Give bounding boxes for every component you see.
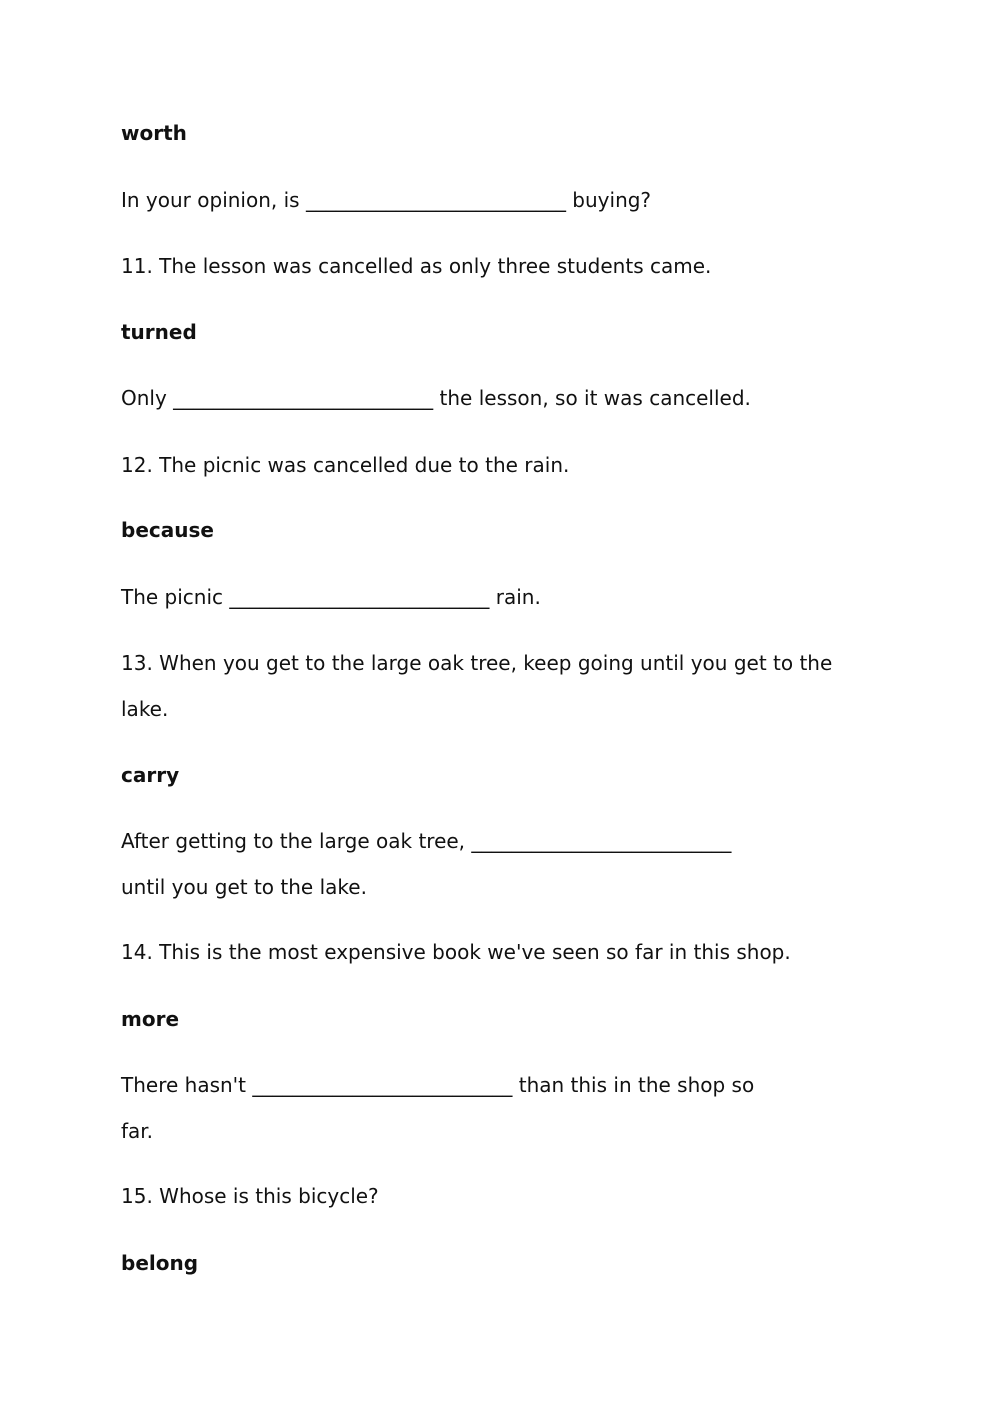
answer-line-13-part-1: After getting to the large oak tree, __________________________ bbox=[121, 829, 732, 853]
question-13-line-2: lake. bbox=[121, 697, 169, 721]
keyword-worth: worth bbox=[121, 121, 187, 145]
answer-line-11: Only __________________________ the lesson, so it was cancelled. bbox=[121, 386, 751, 410]
question-11: 11. The lesson was cancelled as only three students came. bbox=[121, 254, 712, 278]
question-15: 15. Whose is this bicycle? bbox=[121, 1184, 379, 1208]
keyword-belong: belong bbox=[121, 1251, 199, 1275]
keyword-carry: carry bbox=[121, 763, 180, 787]
answer-line-10: In your opinion, is __________________________ buying? bbox=[121, 188, 652, 212]
answer-line-13-part-2: until you get to the lake. bbox=[121, 875, 367, 899]
question-14: 14. This is the most expensive book we've seen so far in this shop. bbox=[121, 940, 791, 964]
question-13-line-1: 13. When you get to the large oak tree, keep going until you get to the bbox=[121, 651, 833, 675]
answer-line-14-part-1: There hasn't __________________________ than this in the shop so bbox=[121, 1073, 755, 1097]
keyword-because: because bbox=[121, 518, 214, 542]
keyword-turned: turned bbox=[121, 320, 197, 344]
question-12: 12. The picnic was cancelled due to the rain. bbox=[121, 453, 570, 477]
answer-line-14-part-2: far. bbox=[121, 1119, 154, 1143]
answer-line-12: The picnic __________________________ rain. bbox=[121, 585, 541, 609]
keyword-more: more bbox=[121, 1007, 180, 1031]
